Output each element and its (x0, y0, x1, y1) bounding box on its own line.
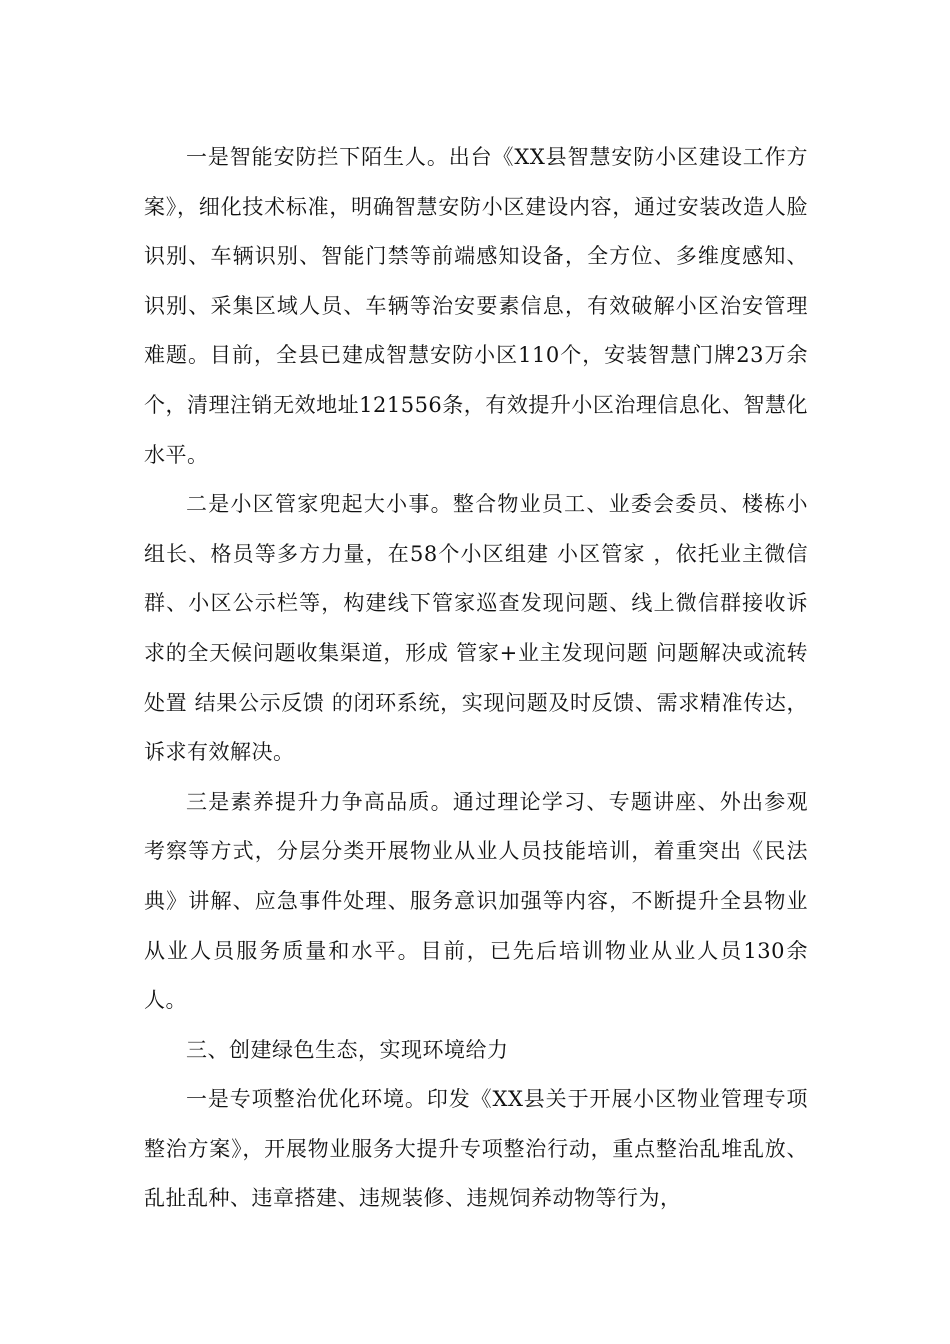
paragraph-special-rectification: 一是专项整治优化环境。印发《XX县关于开展小区物业管理专项整治方案》，开展物业服务大提升专项整治行动，重点整治乱堆乱放、乱扯乱种、违章搭建、违规装修、违规饲养动物等行为， (144, 1087, 808, 1211)
paragraph-smart-security: 一是智能安防拦下陌生人。出台《XX县智慧安防小区建设工作方案》，细化技术标准，明确智慧安防小区建设内容，通过安装改造人脸识别、车辆识别、智能门禁等前端感知设备，全方位、多维度感知、识别、采集区域人员、车辆等治安要素信息，有效破解小区治安管理难题。目前，全县已建成智慧安防小区110个，安装智慧门牌23万余个，清理注销无效地址121556条，有效提升小区治理信息化、智慧化水平。 (144, 145, 808, 467)
paragraph-quality-training: 三是素养提升力争高品质。通过理论学习、专题讲座、外出参观考察等方式，分层分类开展物业从业人员技能培训，着重突出《民法典》讲解、应急事件处理、服务意识加强等内容，不断提升全县物业从业人员服务质量和水平。目前，已先后培训物业从业人员130余人。 (144, 789, 808, 1013)
section-heading-green-ecology: 三、创建绿色生态，实现环境给力 (186, 1037, 509, 1062)
document-body (144, 133, 808, 1224)
paragraph-community-butler: 二是小区管家兜起大小事。整合物业员工、业委会委员、楼栋小组长、格员等多方力量，在58个小区组建 小区管家 ，依托业主微信群、小区公示栏等，构建线下管家巡查发现问题、线上微信群接收诉求的全天候问题收集渠道，形成 管家+业主发现问题 问题解决或流转处置 结果公示反馈 的闭环系统，实现问题及时反馈、需求精准传达，诉求有效解决。 (144, 492, 808, 765)
